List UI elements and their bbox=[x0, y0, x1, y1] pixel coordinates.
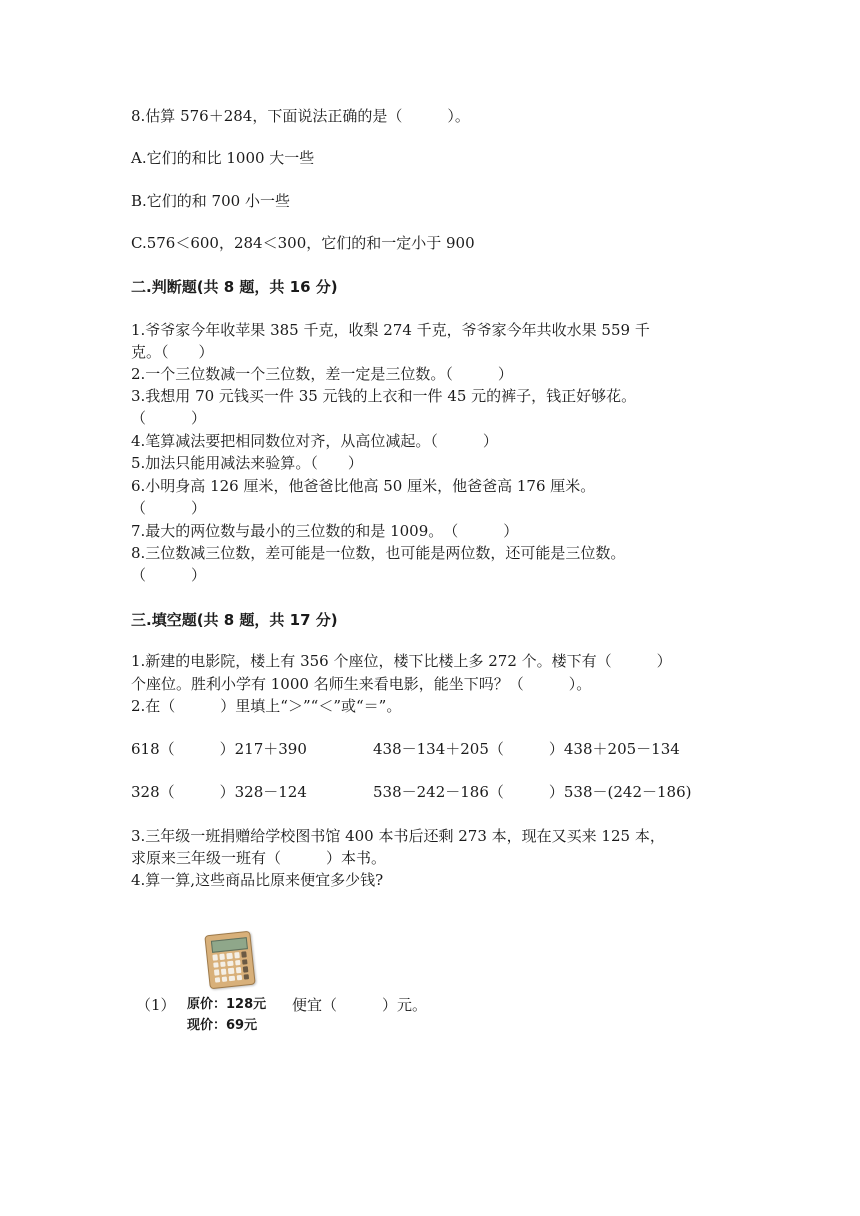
fill-q2: 2.在（ ）里填上“＞”“＜”或“＝”。 bbox=[131, 697, 402, 715]
calculator-screen bbox=[211, 937, 248, 953]
q8-option-c: C.576＜600，284＜300，它们的和一定小于 900 bbox=[131, 234, 475, 252]
compare-left: 618（ ）217＋390 bbox=[131, 740, 307, 758]
fill-q1-line2: 个座位。胜利小学有 1000 名师生来看电影，能坐下吗？（ ）。 bbox=[131, 675, 592, 693]
item-index: （1） bbox=[136, 996, 176, 1014]
calculator-icon bbox=[204, 931, 255, 990]
original-price: 原价：128元 bbox=[187, 997, 267, 1012]
discount-answer: 便宜（ ）元。 bbox=[292, 996, 428, 1014]
judge-line: （ ） bbox=[131, 566, 207, 584]
judge-line: 5.加法只能用减法来验算。（ ） bbox=[131, 454, 363, 472]
fill-q3-line2: 求原来三年级一班有（ ）本书。 bbox=[131, 849, 387, 867]
q8-question: 8.估算 576＋284，下面说法正确的是（ ）。 bbox=[131, 107, 470, 125]
compare-left: 328（ ）328－124 bbox=[131, 783, 307, 801]
section2-heading: 二.判断题(共 8 题，共 16 分) bbox=[131, 278, 338, 296]
compare-right: 538－242－186（ ）538－(242－186) bbox=[373, 783, 692, 801]
calculator-keys bbox=[212, 951, 249, 982]
judge-line: （ ） bbox=[131, 499, 207, 517]
fill-q4: 4.算一算,这些商品比原来便宜多少钱? bbox=[131, 871, 384, 889]
judge-line: 8.三位数减三位数，差可能是一位数，也可能是两位数，还可能是三位数。 bbox=[131, 544, 626, 562]
q8-option-a: A.它们的和比 1000 大一些 bbox=[131, 149, 315, 167]
judge-line: 克。（ ） bbox=[131, 343, 214, 361]
q8-option-b: B.它们的和 700 小一些 bbox=[131, 192, 290, 210]
judge-line: 1.爷爷家今年收苹果 385 千克，收梨 274 千克，爷爷家今年共收水果 559 千 bbox=[131, 321, 650, 339]
fill-q3-line1: 3.三年级一班捐赠给学校图书馆 400 本书后还剩 273 本，现在又买来 125 本， bbox=[131, 827, 665, 845]
judge-line: 6.小明身高 126 厘米，他爸爸比他高 50 厘米，他爸爸高 176 厘米。 bbox=[131, 477, 596, 495]
compare-right: 438－134＋205（ ）438＋205－134 bbox=[373, 740, 680, 758]
current-price: 现价：69元 bbox=[187, 1018, 258, 1033]
judge-line: 3.我想用 70 元钱买一件 35 元钱的上衣和一件 45 元的裤子，钱正好够花。 bbox=[131, 387, 637, 405]
fill-q1-line1: 1.新建的电影院，楼上有 356 个座位，楼下比楼上多 272 个。楼下有（ ） bbox=[131, 652, 672, 670]
judge-line: （ ） bbox=[131, 409, 207, 427]
section3-heading: 三.填空题(共 8 题，共 17 分) bbox=[131, 611, 338, 629]
judge-line: 2.一个三位数减一个三位数，差一定是三位数。（ ） bbox=[131, 365, 513, 383]
judge-line: 7.最大的两位数与最小的三位数的和是 1009。 （ ） bbox=[131, 522, 519, 540]
judge-line: 4.笔算减法要把相同数位对齐，从高位减起。（ ） bbox=[131, 432, 498, 450]
